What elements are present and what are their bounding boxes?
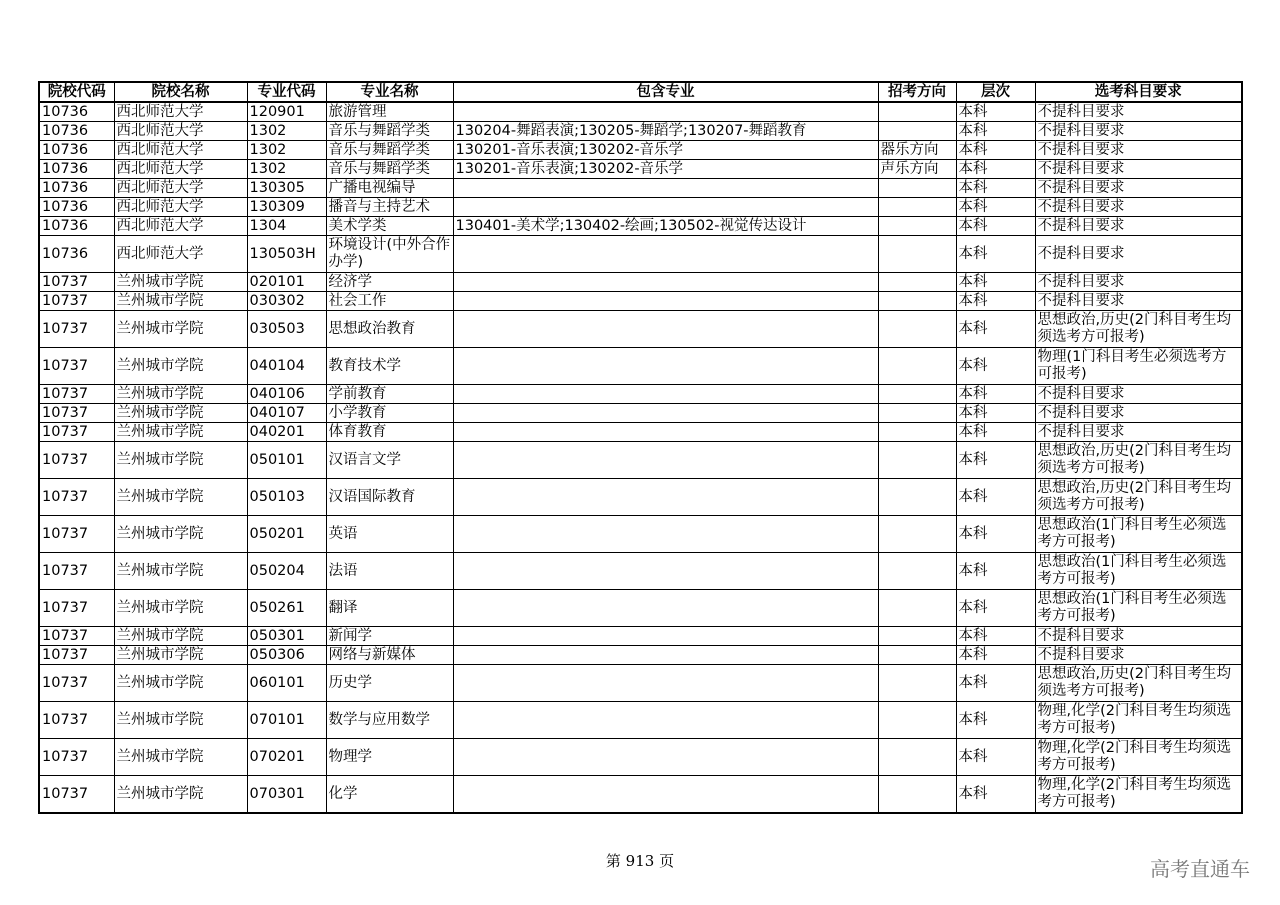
school-code-cell: 10737	[39, 553, 114, 590]
school-name-cell: 西北师范大学	[114, 141, 247, 160]
major-code-cell: 040104	[247, 348, 326, 385]
level-cell: 本科	[956, 423, 1035, 442]
school-code-cell: 10737	[39, 739, 114, 776]
school-code-cell: 10737	[39, 442, 114, 479]
direction-cell	[878, 423, 956, 442]
major-name-cell: 播音与主持艺术	[326, 198, 453, 217]
subject-requirement-cell: 不提科目要求	[1035, 404, 1242, 423]
table-row	[39, 385, 1242, 404]
direction-cell	[878, 292, 956, 311]
level-cell: 本科	[956, 442, 1035, 479]
level-cell: 本科	[956, 348, 1035, 385]
major-name-cell: 物理学	[326, 739, 453, 776]
major-name-cell: 教育技术学	[326, 348, 453, 385]
table-row	[39, 516, 1242, 553]
school-code-cell: 10737	[39, 479, 114, 516]
major-name-cell: 小学教育	[326, 404, 453, 423]
level-cell: 本科	[956, 702, 1035, 739]
table-row	[39, 236, 1242, 273]
direction-cell: 器乐方向	[878, 141, 956, 160]
school-code-cell: 10737	[39, 776, 114, 814]
direction-cell	[878, 404, 956, 423]
school-code-cell: 10736	[39, 217, 114, 236]
major-code-cell: 020101	[247, 273, 326, 292]
page-number: 第 913 页	[605, 852, 675, 870]
school-code-cell: 10737	[39, 423, 114, 442]
major-code-cell: 070201	[247, 739, 326, 776]
included-majors-cell	[453, 348, 878, 385]
level-cell: 本科	[956, 122, 1035, 141]
subject-requirement-cell: 不提科目要求	[1035, 236, 1242, 273]
school-name-cell: 兰州城市学院	[114, 665, 247, 702]
column-header: 院校代码	[39, 82, 114, 102]
subject-requirement-cell: 不提科目要求	[1035, 646, 1242, 665]
direction-cell	[878, 311, 956, 348]
level-cell: 本科	[956, 102, 1035, 122]
table-row	[39, 273, 1242, 292]
school-name-cell: 兰州城市学院	[114, 404, 247, 423]
direction-cell	[878, 273, 956, 292]
watermark-text: 高考直通车	[1150, 857, 1250, 881]
level-cell: 本科	[956, 236, 1035, 273]
table-row	[39, 442, 1242, 479]
major-code-cell: 050201	[247, 516, 326, 553]
school-code-cell: 10736	[39, 160, 114, 179]
subject-requirement-cell: 思想政治(1门科目考生必须选考方可报考)	[1035, 590, 1242, 627]
table-row	[39, 404, 1242, 423]
subject-requirement-cell: 不提科目要求	[1035, 385, 1242, 404]
direction-cell: 声乐方向	[878, 160, 956, 179]
school-name-cell: 兰州城市学院	[114, 553, 247, 590]
major-code-cell: 1302	[247, 160, 326, 179]
direction-cell	[878, 646, 956, 665]
column-header: 院校名称	[114, 82, 247, 102]
direction-cell	[878, 217, 956, 236]
school-code-cell: 10737	[39, 404, 114, 423]
major-name-cell: 美术学类	[326, 217, 453, 236]
included-majors-cell	[453, 292, 878, 311]
level-cell: 本科	[956, 273, 1035, 292]
level-cell: 本科	[956, 739, 1035, 776]
table-header-row	[39, 82, 1242, 102]
school-name-cell: 兰州城市学院	[114, 423, 247, 442]
subject-requirement-cell: 不提科目要求	[1035, 179, 1242, 198]
major-name-cell: 化学	[326, 776, 453, 814]
major-code-cell: 070101	[247, 702, 326, 739]
major-code-cell: 130305	[247, 179, 326, 198]
major-name-cell: 体育教育	[326, 423, 453, 442]
level-cell: 本科	[956, 311, 1035, 348]
direction-cell	[878, 776, 956, 814]
subject-requirement-cell: 思想政治,历史(2门科目考生均须选考方可报考)	[1035, 665, 1242, 702]
table-row	[39, 311, 1242, 348]
major-code-cell: 130503H	[247, 236, 326, 273]
school-name-cell: 西北师范大学	[114, 179, 247, 198]
included-majors-cell	[453, 102, 878, 122]
major-name-cell: 旅游管理	[326, 102, 453, 122]
major-code-cell: 050301	[247, 627, 326, 646]
level-cell: 本科	[956, 198, 1035, 217]
included-majors-cell: 130401-美术学;130402-绘画;130502-视觉传达设计	[453, 217, 878, 236]
subject-requirement-cell: 不提科目要求	[1035, 292, 1242, 311]
major-name-cell: 汉语国际教育	[326, 479, 453, 516]
major-code-cell: 030302	[247, 292, 326, 311]
major-name-cell: 网络与新媒体	[326, 646, 453, 665]
column-header: 专业名称	[326, 82, 453, 102]
subject-requirement-cell: 不提科目要求	[1035, 122, 1242, 141]
subject-requirement-cell: 物理,化学(2门科目考生均须选考方可报考)	[1035, 739, 1242, 776]
direction-cell	[878, 739, 956, 776]
subject-requirement-cell: 思想政治,历史(2门科目考生均须选考方可报考)	[1035, 311, 1242, 348]
school-name-cell: 兰州城市学院	[114, 311, 247, 348]
major-name-cell: 音乐与舞蹈学类	[326, 160, 453, 179]
level-cell: 本科	[956, 217, 1035, 236]
school-code-cell: 10736	[39, 122, 114, 141]
included-majors-cell	[453, 404, 878, 423]
column-header: 层次	[956, 82, 1035, 102]
major-name-cell: 环境设计(中外合作办学)	[326, 236, 453, 273]
direction-cell	[878, 179, 956, 198]
major-name-cell: 广播电视编导	[326, 179, 453, 198]
level-cell: 本科	[956, 776, 1035, 814]
table-row	[39, 479, 1242, 516]
school-code-cell: 10736	[39, 179, 114, 198]
table-row	[39, 102, 1242, 122]
school-name-cell: 兰州城市学院	[114, 776, 247, 814]
school-code-cell: 10737	[39, 385, 114, 404]
included-majors-cell	[453, 179, 878, 198]
included-majors-cell	[453, 739, 878, 776]
school-code-cell: 10737	[39, 292, 114, 311]
included-majors-cell	[453, 311, 878, 348]
school-code-cell: 10737	[39, 348, 114, 385]
subject-requirement-cell: 不提科目要求	[1035, 141, 1242, 160]
major-code-cell: 1302	[247, 122, 326, 141]
level-cell: 本科	[956, 479, 1035, 516]
major-name-cell: 翻译	[326, 590, 453, 627]
table-row	[39, 179, 1242, 198]
included-majors-cell	[453, 702, 878, 739]
direction-cell	[878, 198, 956, 217]
table-row	[39, 665, 1242, 702]
school-code-cell: 10737	[39, 702, 114, 739]
subject-requirement-cell: 思想政治(1门科目考生必须选考方可报考)	[1035, 516, 1242, 553]
school-name-cell: 兰州城市学院	[114, 348, 247, 385]
column-header: 专业代码	[247, 82, 326, 102]
included-majors-cell	[453, 198, 878, 217]
table-row	[39, 646, 1242, 665]
major-name-cell: 学前教育	[326, 385, 453, 404]
table-row	[39, 590, 1242, 627]
direction-cell	[878, 516, 956, 553]
school-code-cell: 10737	[39, 516, 114, 553]
direction-cell	[878, 102, 956, 122]
level-cell: 本科	[956, 160, 1035, 179]
major-name-cell: 音乐与舞蹈学类	[326, 141, 453, 160]
major-name-cell: 经济学	[326, 273, 453, 292]
table-row	[39, 553, 1242, 590]
major-code-cell: 050101	[247, 442, 326, 479]
subject-requirement-cell: 不提科目要求	[1035, 423, 1242, 442]
subject-requirement-cell: 思想政治(1门科目考生必须选考方可报考)	[1035, 553, 1242, 590]
table-body	[39, 102, 1242, 813]
column-header: 招考方向	[878, 82, 956, 102]
level-cell: 本科	[956, 627, 1035, 646]
subject-requirement-cell: 不提科目要求	[1035, 627, 1242, 646]
school-name-cell: 兰州城市学院	[114, 702, 247, 739]
table-row	[39, 141, 1242, 160]
table-row	[39, 702, 1242, 739]
level-cell: 本科	[956, 385, 1035, 404]
school-name-cell: 西北师范大学	[114, 198, 247, 217]
table-row	[39, 160, 1242, 179]
major-code-cell: 040107	[247, 404, 326, 423]
school-name-cell: 西北师范大学	[114, 102, 247, 122]
level-cell: 本科	[956, 179, 1035, 198]
school-name-cell: 西北师范大学	[114, 217, 247, 236]
included-majors-cell: 130201-音乐表演;130202-音乐学	[453, 160, 878, 179]
school-name-cell: 兰州城市学院	[114, 292, 247, 311]
school-name-cell: 兰州城市学院	[114, 479, 247, 516]
included-majors-cell	[453, 423, 878, 442]
school-name-cell: 兰州城市学院	[114, 590, 247, 627]
school-name-cell: 西北师范大学	[114, 236, 247, 273]
included-majors-cell: 130204-舞蹈表演;130205-舞蹈学;130207-舞蹈教育	[453, 122, 878, 141]
included-majors-cell	[453, 776, 878, 814]
major-code-cell: 070301	[247, 776, 326, 814]
major-name-cell: 社会工作	[326, 292, 453, 311]
major-code-cell: 030503	[247, 311, 326, 348]
direction-cell	[878, 479, 956, 516]
included-majors-cell	[453, 442, 878, 479]
school-code-cell: 10736	[39, 141, 114, 160]
subject-requirement-cell: 思想政治,历史(2门科目考生均须选考方可报考)	[1035, 442, 1242, 479]
table-row	[39, 348, 1242, 385]
major-name-cell: 汉语言文学	[326, 442, 453, 479]
table-row	[39, 776, 1242, 814]
direction-cell	[878, 627, 956, 646]
subject-requirement-cell: 思想政治,历史(2门科目考生均须选考方可报考)	[1035, 479, 1242, 516]
admissions-table	[38, 81, 1243, 814]
table-row	[39, 739, 1242, 776]
included-majors-cell	[453, 590, 878, 627]
subject-requirement-cell: 物理,化学(2门科目考生均须选考方可报考)	[1035, 776, 1242, 814]
included-majors-cell	[453, 665, 878, 702]
school-name-cell: 兰州城市学院	[114, 385, 247, 404]
school-code-cell: 10737	[39, 646, 114, 665]
included-majors-cell	[453, 385, 878, 404]
major-name-cell: 英语	[326, 516, 453, 553]
direction-cell	[878, 442, 956, 479]
level-cell: 本科	[956, 404, 1035, 423]
school-name-cell: 西北师范大学	[114, 122, 247, 141]
school-name-cell: 兰州城市学院	[114, 646, 247, 665]
school-name-cell: 兰州城市学院	[114, 516, 247, 553]
school-name-cell: 兰州城市学院	[114, 273, 247, 292]
major-code-cell: 130309	[247, 198, 326, 217]
school-code-cell: 10736	[39, 236, 114, 273]
table-row	[39, 198, 1242, 217]
included-majors-cell	[453, 646, 878, 665]
table-row	[39, 217, 1242, 236]
school-code-cell: 10737	[39, 590, 114, 627]
direction-cell	[878, 348, 956, 385]
subject-requirement-cell: 不提科目要求	[1035, 273, 1242, 292]
school-name-cell: 兰州城市学院	[114, 442, 247, 479]
direction-cell	[878, 553, 956, 590]
direction-cell	[878, 385, 956, 404]
school-code-cell: 10737	[39, 627, 114, 646]
table-row	[39, 423, 1242, 442]
major-name-cell: 法语	[326, 553, 453, 590]
subject-requirement-cell: 不提科目要求	[1035, 160, 1242, 179]
table-row	[39, 122, 1242, 141]
major-code-cell: 050204	[247, 553, 326, 590]
level-cell: 本科	[956, 665, 1035, 702]
major-code-cell: 050261	[247, 590, 326, 627]
level-cell: 本科	[956, 292, 1035, 311]
school-name-cell: 兰州城市学院	[114, 739, 247, 776]
included-majors-cell	[453, 479, 878, 516]
major-name-cell: 新闻学	[326, 627, 453, 646]
school-name-cell: 兰州城市学院	[114, 627, 247, 646]
major-name-cell: 数学与应用数学	[326, 702, 453, 739]
school-code-cell: 10736	[39, 198, 114, 217]
level-cell: 本科	[956, 516, 1035, 553]
school-code-cell: 10737	[39, 273, 114, 292]
subject-requirement-cell: 不提科目要求	[1035, 198, 1242, 217]
major-code-cell: 040106	[247, 385, 326, 404]
column-header: 选考科目要求	[1035, 82, 1242, 102]
subject-requirement-cell: 不提科目要求	[1035, 102, 1242, 122]
major-code-cell: 060101	[247, 665, 326, 702]
included-majors-cell: 130201-音乐表演;130202-音乐学	[453, 141, 878, 160]
subject-requirement-cell: 物理,化学(2门科目考生均须选考方可报考)	[1035, 702, 1242, 739]
major-code-cell: 1302	[247, 141, 326, 160]
level-cell: 本科	[956, 590, 1035, 627]
school-code-cell: 10737	[39, 665, 114, 702]
direction-cell	[878, 590, 956, 627]
major-code-cell: 040201	[247, 423, 326, 442]
major-name-cell: 历史学	[326, 665, 453, 702]
included-majors-cell	[453, 273, 878, 292]
school-code-cell: 10736	[39, 102, 114, 122]
major-name-cell: 音乐与舞蹈学类	[326, 122, 453, 141]
included-majors-cell	[453, 627, 878, 646]
included-majors-cell	[453, 516, 878, 553]
major-code-cell: 1304	[247, 217, 326, 236]
direction-cell	[878, 665, 956, 702]
table-row	[39, 292, 1242, 311]
school-name-cell: 西北师范大学	[114, 160, 247, 179]
level-cell: 本科	[956, 553, 1035, 590]
major-code-cell: 120901	[247, 102, 326, 122]
subject-requirement-cell: 不提科目要求	[1035, 217, 1242, 236]
included-majors-cell	[453, 236, 878, 273]
major-code-cell: 050103	[247, 479, 326, 516]
level-cell: 本科	[956, 141, 1035, 160]
subject-requirement-cell: 物理(1门科目考生必须选考方可报考)	[1035, 348, 1242, 385]
direction-cell	[878, 122, 956, 141]
major-code-cell: 050306	[247, 646, 326, 665]
direction-cell	[878, 702, 956, 739]
column-header: 包含专业	[453, 82, 878, 102]
level-cell: 本科	[956, 646, 1035, 665]
major-name-cell: 思想政治教育	[326, 311, 453, 348]
school-code-cell: 10737	[39, 311, 114, 348]
table-row	[39, 627, 1242, 646]
included-majors-cell	[453, 553, 878, 590]
direction-cell	[878, 236, 956, 273]
